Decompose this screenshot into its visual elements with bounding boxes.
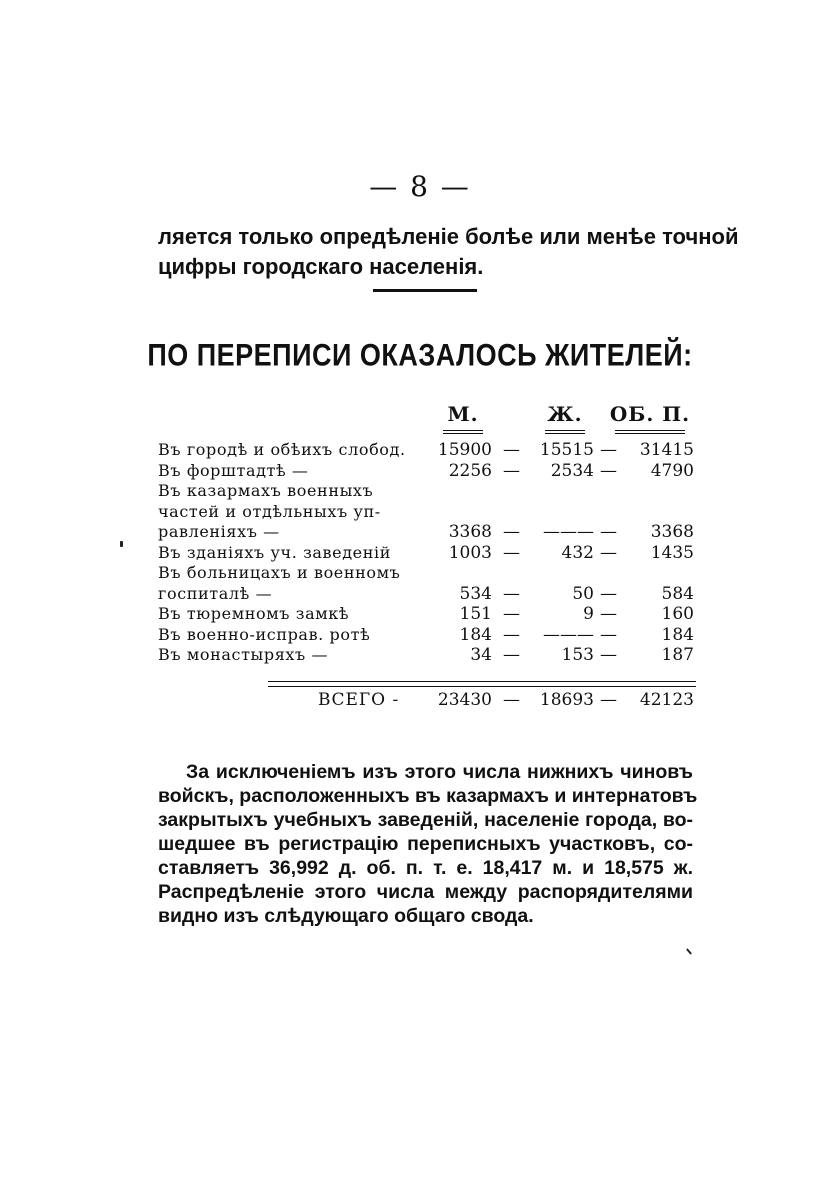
row-label: частей и отдѣльныхъ уп- (158, 501, 381, 521)
male-value: 151 (459, 604, 492, 624)
total-value: 3368 (650, 522, 694, 542)
paragraph-line-1: За исключеніемъ изъ этого числа нижнихъ чиновъ (186, 761, 693, 783)
column-header-female-label: Ж. (547, 402, 583, 426)
total-value: 184 (661, 624, 694, 645)
dash-separator: — (503, 440, 520, 460)
total-value: 584 (661, 583, 694, 604)
male-value: 34 (470, 645, 492, 665)
total-value: 4790 (650, 460, 694, 481)
paragraph-line-6: Распредѣленіе этого числа между распорядителями (158, 881, 693, 903)
row-label: госпиталѣ — (158, 583, 273, 603)
table-row (158, 502, 698, 523)
male-value: 184 (459, 624, 492, 645)
column-header-female-underline (545, 430, 585, 434)
female-value: 50 (572, 583, 594, 604)
paragraph-line-5: ставляетъ 36,992 д. об. п. т. е. 18,417 м. и 18,575 ж. (158, 857, 693, 879)
paragraph-line-4: шедшее въ регистрацію переписныхъ участковъ, со- (158, 833, 693, 855)
row-label: Въ городѣ и обѣихъ слобод. (158, 440, 406, 459)
total-label: ВСЕГО - (318, 690, 400, 710)
paragraph-line-2: войскъ, расположенныхъ въ казармахъ и интернатовъ (158, 785, 698, 807)
total-dash-1: — (503, 690, 520, 710)
dash-separator: — (600, 583, 617, 604)
total-female: 18693 (539, 690, 594, 710)
column-header-both-label: ОБ. П. (609, 402, 691, 426)
total-value: 187 (661, 645, 694, 665)
census-table (158, 440, 698, 666)
dash-separator: — (503, 645, 520, 665)
section-divider (373, 289, 477, 292)
male-value: 534 (459, 583, 492, 604)
dash-separator: — (503, 604, 520, 624)
dash-separator: — (600, 440, 617, 460)
table-row (158, 522, 698, 543)
total-value: 31415 (639, 440, 694, 460)
total-dash-2: — (600, 690, 617, 710)
dash-separator: — (600, 604, 617, 624)
table-row (158, 461, 698, 482)
lead-line-2: цифры городскаго населенія. (158, 254, 484, 279)
table-row (158, 481, 698, 502)
male-value: 3368 (448, 522, 492, 542)
male-value: 15900 (437, 440, 492, 460)
column-header-both-underline (615, 430, 685, 434)
row-label: Въ казармахъ военныхъ (158, 481, 374, 500)
table-row (158, 584, 698, 605)
male-value: 1003 (448, 542, 492, 563)
total-rule (268, 681, 696, 687)
row-label: Въ тюремномъ замкѣ (158, 604, 350, 623)
female-value: 9 (583, 604, 594, 624)
column-headers (0, 402, 840, 442)
female-value: 432 (561, 542, 594, 563)
column-header-both (595, 402, 705, 434)
total-row (158, 690, 698, 712)
dash-separator: — (503, 522, 520, 542)
row-label: Въ монастыряхъ — (158, 645, 329, 664)
row-label: равленіяхъ — (158, 522, 280, 541)
dash-separator: — (600, 624, 617, 645)
dash-separator: — (600, 460, 617, 481)
row-label: Въ больницахъ и военномъ (158, 563, 401, 582)
dash-separator: — (600, 542, 617, 563)
female-value: ——— (543, 624, 594, 645)
paragraph-line-3: закрытыхъ учебныхъ заведеній, населеніе города, во- (158, 809, 693, 831)
lead-text (158, 222, 739, 282)
female-value: ——— (543, 522, 594, 542)
column-header-male (428, 402, 498, 434)
column-header-female (530, 402, 600, 434)
ink-speck (120, 541, 123, 547)
table-row (158, 645, 698, 666)
total-both: 42123 (639, 690, 694, 710)
dash-separator: — (503, 624, 520, 645)
dash-separator: — (600, 522, 617, 542)
row-label: Въ форштадтѣ — (158, 460, 309, 480)
table-row (158, 543, 698, 564)
column-header-male-label: М. (447, 402, 479, 426)
summary-paragraph (158, 760, 698, 928)
male-value: 2256 (448, 460, 492, 481)
dash-separator: — (600, 645, 617, 665)
total-value: 160 (661, 604, 694, 624)
total-value: 1435 (650, 542, 694, 563)
dash-separator: — (503, 583, 520, 604)
page-number: — 8 — (369, 170, 471, 203)
section-heading: ПО ПЕРЕПИСИ ОКАЗАЛОСЬ ЖИТЕЛЕЙ: (147, 337, 693, 373)
paragraph-line-7: видно изъ слѣдующаго общаго свода. (158, 905, 534, 927)
column-header-male-underline (443, 430, 483, 434)
table-row (158, 625, 698, 646)
table-row (158, 604, 698, 625)
female-value: 2534 (550, 460, 594, 481)
ink-speck (686, 948, 692, 955)
female-value: 153 (561, 645, 594, 665)
row-label: Въ зданіяхъ уч. заведеній (158, 542, 391, 562)
dash-separator: — (503, 542, 520, 563)
dash-separator: — (503, 460, 520, 481)
table-row (158, 563, 698, 584)
total-male: 23430 (437, 690, 492, 710)
female-value: 15515 (539, 440, 594, 460)
table-row (158, 440, 698, 461)
lead-line-1: ляется только опредѣленіе болѣе или менѣе точной (158, 224, 739, 249)
row-label: Въ военно-исправ. ротѣ (158, 624, 371, 644)
